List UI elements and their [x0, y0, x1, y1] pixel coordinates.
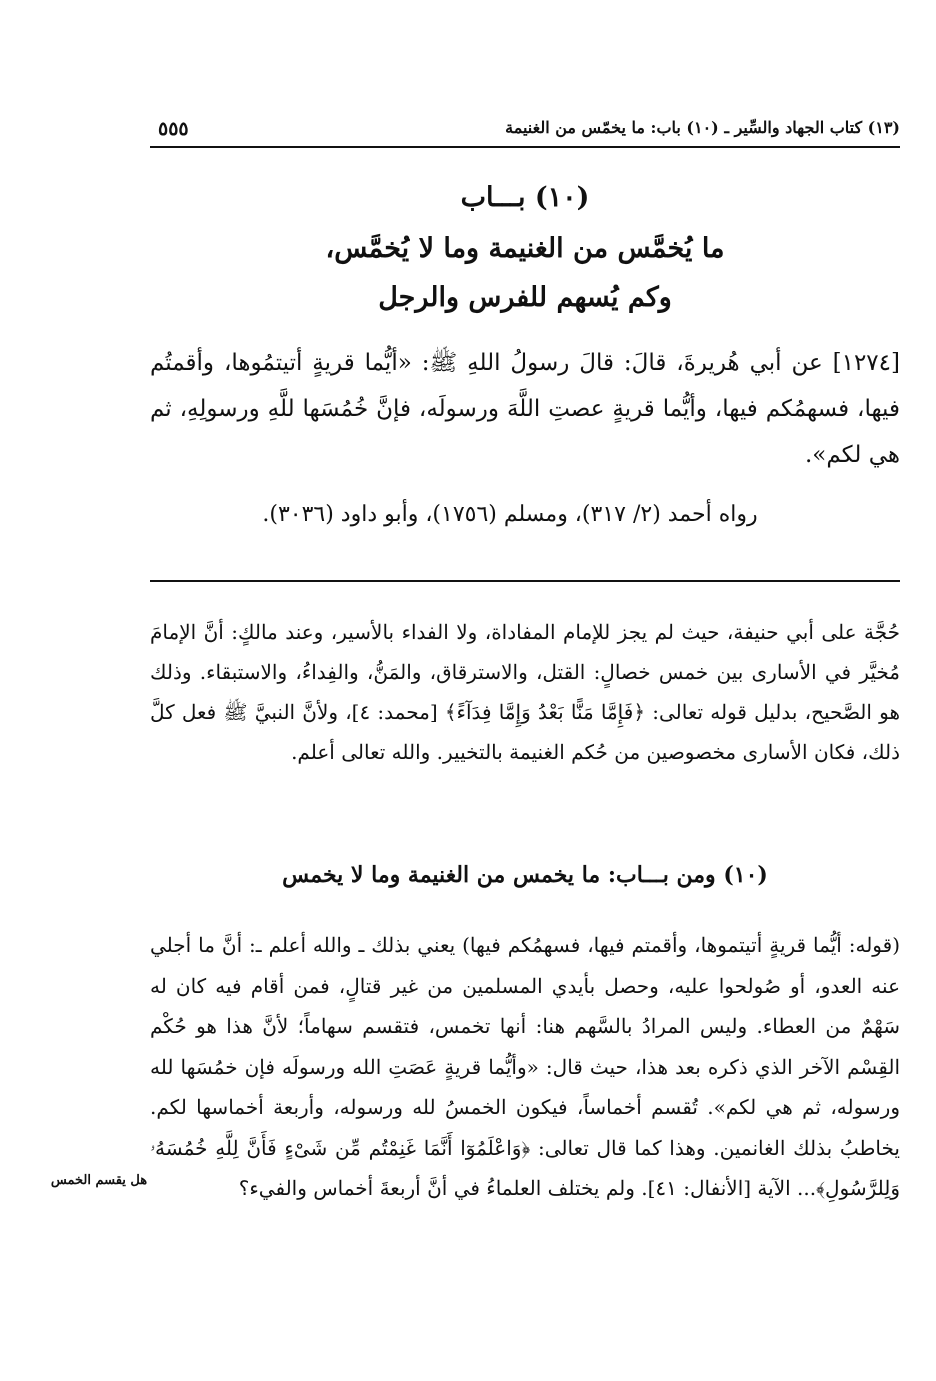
page-header — [150, 112, 900, 148]
commentary-paragraph-2: (قوله: أيُّما قريةٍ أتيتموها، وأقمتم فيها، فسهمُكم فيها) يعني بذلك ـ والله أعلم ـ: أنَّ ما أجلي عنه العدو، أو صُولحوا عليه، وحصل بأيدي المسلمين من غير قتالٍ، فمن أقام فيه كان له سَهْمٌ من العطاء. وليس المرادُ بالسَّهم هنا: أنها تخمس، فتقسم سهاماً؛ لأنَّ هذا هو حُكْم القِسْم الآخر الذي ذكره بعد هذا، حيث قال: «وأيُّما قريةٍ عَصَتِ الله ورسولَه فإن خمُسَها لله ورسوله، ثم هي لكم». تُقسم أخماساً، فيكون الخمسُ لله ورسوله، وأربعة أخماسها لكم. يخاطبُ بذلك الغانمين. وهذا كما قال تعالى: ﴿وَاعْلَمُوٓا أَنَّمَا غَنِمْتُم مِّن شَىْءٍ فَأَنَّ لِلَّهِ خُمُسَهُۥ وَلِلرَّسُولِ﴾... الآية [الأنفال: ٤١]. ولم يختلف العلماءُ في أنَّ أربعةَ أخماس والفيء؟ — [150, 933, 900, 1200]
page-number: ٥٥٥ — [158, 118, 189, 140]
chapter-title-line1: ما يُخمَّس من الغنيمة وما لا يُخمَّس، — [325, 233, 725, 264]
hadith-source: رواه أحمد (٢/ ٣١٧)، ومسلم (١٧٥٦)، وأبو داود (٣٠٣٦). — [262, 502, 758, 527]
hadith-text: [١٢٧٤] عن أبي هُريرةَ، قالَ: قالَ رسولُ اللهِ ﷺ: «أيُّما قريةٍ أتيتمُوها، وأقمتُم فيها، فسهمُكم فيها، وأيُّما قريةٍ عصتِ اللَّهَ ورسولَه، فإنَّ خُمُسَها للَّهِ ورسولِهِ، ثم هي لكم». — [150, 350, 900, 468]
commentary-paragraph-1: حُجَّة على أبي حنيفة، حيث لم يجز للإمام المفاداة، ولا الفداء بالأسير، وعند مالكٍ: أنَّ الإمامَ مُخيَّر في الأسارى بين خمس خصالٍ: القتل، والاسترقاق، والمَنُّ، والفِداءُ، والاستبقاء. وذلك هو الصَّحيح، بدليل قوله تعالى: ﴿فَإِمَّا مَنًّا بَعْدُ وَإِمَّا فِدَآءً﴾ [محمد: ٤]، ولأنَّ النبيَّ ﷺ فعل كلَّ ذلك، فكان الأسارى مخصوصين من حُكم الغنيمة بالتخيير. والله تعالى أعلم. — [150, 620, 901, 764]
chapter-number: (١٠) بـــاب — [460, 182, 590, 213]
chapter-title-line2: وكم يُسهم للفرس والرجل — [378, 282, 672, 313]
commentary-subheading: (١٠) ومن بـــاب: ما يخمس من الغنيمة وما لا يخمس — [282, 862, 768, 888]
running-title: (١٣) كتاب الجهاد والسِّير ـ (١٠) باب: ما يخمّس من الغنيمة — [505, 118, 900, 137]
margin-note: هل يقسم الخمس — [50, 1173, 148, 1188]
section-divider — [150, 580, 900, 582]
